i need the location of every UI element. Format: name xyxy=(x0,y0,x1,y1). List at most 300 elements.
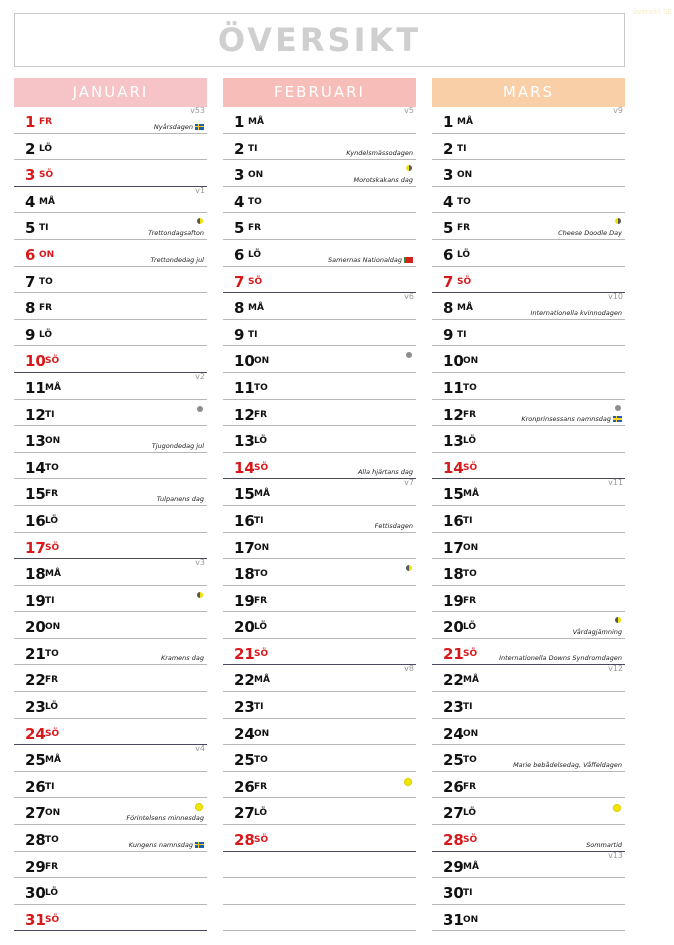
day-number: 2 xyxy=(443,139,454,158)
holiday-note xyxy=(126,814,204,822)
holiday-label: Internationella kvinnodagen xyxy=(530,308,622,317)
weekday-label: FR xyxy=(45,675,59,686)
day-row xyxy=(223,559,416,586)
weekday-label: MÅ xyxy=(45,755,61,766)
day-number: 20 xyxy=(443,618,464,637)
day-number: 16 xyxy=(443,511,464,530)
day-number: 28 xyxy=(25,831,46,850)
day-row xyxy=(223,400,416,427)
day-number: 4 xyxy=(234,192,245,211)
week-number: v10 xyxy=(608,292,623,302)
day-row xyxy=(14,665,207,692)
holiday-label: Sommartid xyxy=(586,840,622,849)
weekday-label: LÖ xyxy=(39,143,53,154)
day-row xyxy=(223,825,416,852)
day-row xyxy=(14,745,207,772)
day-number: 5 xyxy=(234,219,245,238)
day-row xyxy=(223,639,416,666)
day-row xyxy=(432,772,625,799)
weekday-label: FR xyxy=(254,409,268,420)
holiday-label: Morotskakans dag xyxy=(353,175,413,184)
day-number: 2 xyxy=(234,139,245,158)
day-row xyxy=(432,692,625,719)
day-row xyxy=(14,107,207,134)
weekday-label: FR xyxy=(39,117,53,127)
day-number: 31 xyxy=(443,910,464,929)
weekday-label: LÖ xyxy=(254,808,268,819)
day-row xyxy=(14,240,207,267)
day-number: 5 xyxy=(443,219,454,238)
holiday-label: Kramens dag xyxy=(160,654,204,663)
day-number: 2 xyxy=(25,139,36,158)
week-number: v8 xyxy=(404,664,414,674)
weekday-label: SÖ xyxy=(463,835,478,846)
day-number: 24 xyxy=(443,724,464,743)
weekday-label: SÖ xyxy=(254,462,269,473)
day-row xyxy=(223,533,416,560)
weekday-label: ON xyxy=(39,249,55,260)
weekday-label: SÖ xyxy=(45,542,60,553)
holiday-note xyxy=(346,149,413,157)
weekday-label: MÅ xyxy=(254,489,270,500)
day-number: 4 xyxy=(443,192,454,211)
weekday-label: SÖ xyxy=(254,648,269,659)
weekday-label: MÅ xyxy=(39,196,55,207)
moon-phase-full-icon xyxy=(195,803,203,811)
day-row xyxy=(14,692,207,719)
moon-phase-q1-icon xyxy=(197,592,203,598)
day-number: 9 xyxy=(443,325,454,344)
weekday-label: LÖ xyxy=(39,329,53,340)
day-number: 14 xyxy=(25,458,46,477)
holiday-label: Internationella Downs Syndromdagen xyxy=(499,654,622,663)
day-row xyxy=(432,293,625,320)
week-number: v12 xyxy=(608,664,623,674)
day-number: 6 xyxy=(443,245,454,264)
weekday-label: MÅ xyxy=(45,382,61,393)
day-row xyxy=(432,878,625,905)
day-number: 29 xyxy=(443,857,464,876)
day-number: 15 xyxy=(234,485,255,504)
day-row xyxy=(14,160,207,187)
day-row xyxy=(14,905,207,932)
week-number: v4 xyxy=(195,744,205,754)
day-row xyxy=(432,453,625,480)
day-row xyxy=(223,745,416,772)
holiday-label: Marie bebådelsedag, Våffeldagen xyxy=(513,760,622,769)
day-row xyxy=(432,213,625,240)
weekday-label: ON xyxy=(457,170,473,181)
day-row xyxy=(14,267,207,294)
weekday-label: TO xyxy=(254,755,268,766)
page-title: ÖVERSIKT xyxy=(217,21,422,59)
day-number: 3 xyxy=(234,166,245,185)
weekday-label: MÅ xyxy=(457,117,473,127)
empty-row xyxy=(223,905,416,932)
weekday-label: LÖ xyxy=(457,249,471,260)
day-number: 20 xyxy=(25,618,46,637)
weekday-label: MÅ xyxy=(463,489,479,500)
day-number: 29 xyxy=(25,857,46,876)
holiday-label: Kungens namnsdag xyxy=(128,840,193,849)
weekday-label: LÖ xyxy=(463,808,477,819)
holiday-note xyxy=(358,468,413,476)
day-row xyxy=(432,639,625,666)
weekday-label: TI xyxy=(39,223,49,234)
day-row xyxy=(14,426,207,453)
swedish-flag-icon xyxy=(195,124,204,130)
day-number: 23 xyxy=(443,698,464,717)
week-number: v53 xyxy=(190,106,205,115)
weekday-label: TO xyxy=(39,276,53,287)
weekday-label: MÅ xyxy=(457,303,473,314)
weekday-label: SÖ xyxy=(248,276,263,287)
day-row xyxy=(14,852,207,879)
day-row xyxy=(14,293,207,320)
day-number: 31 xyxy=(25,910,46,929)
weekday-label: TO xyxy=(45,462,59,473)
day-number: 11 xyxy=(25,378,46,397)
moon-phase-new-icon xyxy=(197,406,203,412)
day-number: 27 xyxy=(234,804,255,823)
day-number: 24 xyxy=(234,724,255,743)
weekday-label: ON xyxy=(248,170,264,181)
day-number: 14 xyxy=(443,458,464,477)
day-row xyxy=(14,400,207,427)
day-number: 18 xyxy=(234,565,255,584)
day-row xyxy=(223,134,416,161)
day-row xyxy=(432,745,625,772)
weekday-label: TO xyxy=(463,755,477,766)
holiday-label: Tjugondedag jul xyxy=(151,441,204,450)
day-row xyxy=(223,373,416,400)
day-row xyxy=(14,639,207,666)
weekday-label: TI xyxy=(45,595,55,606)
weekday-label: TO xyxy=(457,196,471,207)
holiday-note xyxy=(151,256,205,264)
day-row xyxy=(223,772,416,799)
day-number: 16 xyxy=(234,511,255,530)
holiday-label: Nyårsdagen xyxy=(153,122,193,131)
weekday-label: TO xyxy=(254,569,268,580)
weekday-label: LÖ xyxy=(463,436,477,447)
holiday-note xyxy=(558,229,622,237)
day-number: 1 xyxy=(25,113,36,131)
day-row xyxy=(432,240,625,267)
day-number: 5 xyxy=(25,219,36,238)
week-number: v3 xyxy=(195,558,205,568)
day-row xyxy=(223,240,416,267)
empty-row xyxy=(223,852,416,879)
holiday-label: Förintelsens minnesdag xyxy=(126,814,204,823)
holiday-label: Trettondedag jul xyxy=(150,255,204,264)
week-number: v13 xyxy=(608,850,623,860)
day-number: 24 xyxy=(25,724,46,743)
day-row xyxy=(14,559,207,586)
day-number: 17 xyxy=(234,538,255,557)
day-number: 6 xyxy=(234,245,245,264)
day-number: 30 xyxy=(25,884,46,903)
weekday-label: LÖ xyxy=(463,622,477,633)
day-number: 25 xyxy=(234,751,255,770)
day-number: 1 xyxy=(443,113,454,131)
weekday-label: FR xyxy=(463,595,477,606)
weekday-label: TO xyxy=(254,382,268,393)
weekday-label: LÖ xyxy=(45,515,59,526)
day-number: 21 xyxy=(234,644,255,663)
weekday-label: LÖ xyxy=(45,702,59,713)
weekday-label: TI xyxy=(463,888,473,899)
day-row xyxy=(223,107,416,134)
day-number: 10 xyxy=(234,352,255,371)
weekday-label: SÖ xyxy=(463,462,478,473)
holiday-label: Kyndelsmässodagen xyxy=(346,149,413,158)
weekday-label: LÖ xyxy=(254,622,268,633)
day-row xyxy=(14,453,207,480)
swedish-flag-icon xyxy=(195,842,204,848)
weekday-label: TO xyxy=(45,648,59,659)
day-row xyxy=(223,187,416,214)
moon-phase-q1-icon xyxy=(197,218,203,224)
month-header: MARS xyxy=(432,78,625,107)
weekday-label: ON xyxy=(463,914,479,925)
weekday-label: ON xyxy=(254,356,270,367)
day-row xyxy=(432,665,625,692)
moon-phase-full-icon xyxy=(613,804,621,812)
day-number: 22 xyxy=(25,671,46,690)
day-number: 22 xyxy=(234,671,255,690)
holiday-note xyxy=(521,415,622,423)
weekday-label: TI xyxy=(248,329,258,340)
weekday-label: TI xyxy=(254,515,264,526)
holiday-label: Kronprinsessans namnsdag xyxy=(521,415,611,424)
weekday-label: TO xyxy=(463,382,477,393)
sami-flag-icon xyxy=(404,257,413,263)
week-number: v5 xyxy=(404,106,414,115)
day-number: 21 xyxy=(25,644,46,663)
holiday-label: Alla hjärtans dag xyxy=(357,468,413,477)
day-row xyxy=(432,559,625,586)
day-row xyxy=(223,692,416,719)
holiday-label: Vårdagjämning xyxy=(572,627,622,636)
day-number: 13 xyxy=(234,432,255,451)
day-number: 14 xyxy=(234,458,255,477)
weekday-label: FR xyxy=(463,409,477,420)
day-number: 23 xyxy=(234,698,255,717)
weekday-label: FR xyxy=(254,781,268,792)
weekday-label: SÖ xyxy=(45,356,60,367)
day-row xyxy=(223,426,416,453)
week-number: v9 xyxy=(613,106,623,115)
holiday-note xyxy=(531,309,622,317)
weekday-label: SÖ xyxy=(463,648,478,659)
empty-row xyxy=(223,878,416,905)
holiday-label: Samernas Nationaldag xyxy=(328,255,402,264)
day-number: 3 xyxy=(25,166,36,185)
day-row xyxy=(223,160,416,187)
day-row xyxy=(432,346,625,373)
weekday-label: MÅ xyxy=(463,861,479,872)
day-row xyxy=(432,719,625,746)
day-row xyxy=(14,825,207,852)
weekday-label: ON xyxy=(463,356,479,367)
day-row xyxy=(14,772,207,799)
day-row xyxy=(223,293,416,320)
day-row xyxy=(432,160,625,187)
weekday-label: LÖ xyxy=(45,888,59,899)
weekday-label: ON xyxy=(254,542,270,553)
swedish-flag-icon xyxy=(613,416,622,422)
day-number: 22 xyxy=(443,671,464,690)
day-number: 13 xyxy=(443,432,464,451)
weekday-label: TI xyxy=(463,515,473,526)
weekday-label: SÖ xyxy=(254,835,269,846)
weekday-label: TI xyxy=(248,143,258,154)
weekday-label: TI xyxy=(45,781,55,792)
holiday-note xyxy=(148,229,204,237)
holiday-label: Fettisdagen xyxy=(374,521,413,530)
holiday-note xyxy=(375,522,413,530)
weekday-label: TO xyxy=(248,196,262,207)
day-number: 7 xyxy=(234,272,245,291)
holiday-note xyxy=(354,176,413,184)
day-number: 26 xyxy=(234,777,255,796)
holiday-label: Cheese Doodle Day xyxy=(558,228,622,237)
day-row xyxy=(432,479,625,506)
day-row xyxy=(432,798,625,825)
day-number: 25 xyxy=(25,751,46,770)
moon-phase-q3-icon xyxy=(406,165,412,171)
day-number: 12 xyxy=(443,405,464,424)
day-number: 18 xyxy=(443,565,464,584)
day-row xyxy=(14,533,207,560)
day-number: 3 xyxy=(443,166,454,185)
day-number: 15 xyxy=(443,485,464,504)
day-row xyxy=(223,665,416,692)
weekday-label: LÖ xyxy=(248,249,262,260)
weekday-label: MÅ xyxy=(254,675,270,686)
day-row xyxy=(223,612,416,639)
day-row xyxy=(432,533,625,560)
day-row xyxy=(223,213,416,240)
day-number: 21 xyxy=(443,644,464,663)
weekday-label: SÖ xyxy=(45,914,60,925)
day-number: 8 xyxy=(25,299,36,318)
day-row xyxy=(14,320,207,347)
day-number: 26 xyxy=(25,777,46,796)
day-row xyxy=(223,719,416,746)
day-row xyxy=(432,825,625,852)
day-row xyxy=(432,107,625,134)
day-number: 16 xyxy=(25,511,46,530)
weekday-label: ON xyxy=(463,542,479,553)
day-number: 10 xyxy=(25,352,46,371)
moon-phase-q3-icon xyxy=(615,218,621,224)
holiday-note xyxy=(157,495,204,503)
day-row xyxy=(432,852,625,879)
day-row xyxy=(223,267,416,294)
day-row xyxy=(14,719,207,746)
day-row xyxy=(223,506,416,533)
day-number: 28 xyxy=(443,831,464,850)
day-row xyxy=(432,612,625,639)
weekday-label: TO xyxy=(45,835,59,846)
month-header: FEBRUARI xyxy=(223,78,416,107)
weekday-label: MÅ xyxy=(45,569,61,580)
day-number: 7 xyxy=(25,272,36,291)
weekday-label: TI xyxy=(457,329,467,340)
day-row xyxy=(14,373,207,400)
day-number: 18 xyxy=(25,565,46,584)
day-number: 15 xyxy=(25,485,46,504)
weekday-label: ON xyxy=(463,728,479,739)
weekday-label: FR xyxy=(45,489,59,500)
month-column-mars xyxy=(432,78,625,931)
day-row xyxy=(432,267,625,294)
month-column-januari xyxy=(14,78,207,931)
day-row xyxy=(432,320,625,347)
day-number: 9 xyxy=(234,325,245,344)
day-row xyxy=(223,586,416,613)
weekday-label: MÅ xyxy=(248,303,264,314)
day-row xyxy=(432,586,625,613)
holiday-note xyxy=(499,654,622,662)
holiday-note xyxy=(161,654,204,662)
holiday-note xyxy=(154,123,204,131)
weekday-label: MÅ xyxy=(463,675,479,686)
day-number: 23 xyxy=(25,698,46,717)
day-number: 4 xyxy=(25,192,36,211)
day-row xyxy=(432,373,625,400)
day-row xyxy=(432,400,625,427)
weekday-label: SÖ xyxy=(457,276,472,287)
day-row xyxy=(14,134,207,161)
weekday-label: SÖ xyxy=(39,170,54,181)
day-row xyxy=(14,346,207,373)
day-number: 11 xyxy=(234,378,255,397)
weekday-label: ON xyxy=(45,436,61,447)
holiday-note xyxy=(586,841,622,849)
weekday-label: ON xyxy=(254,728,270,739)
weekday-label: FR xyxy=(457,223,471,234)
day-row xyxy=(223,453,416,480)
day-number: 7 xyxy=(443,272,454,291)
day-number: 25 xyxy=(443,751,464,770)
moon-phase-q1-icon xyxy=(615,617,621,623)
weekday-label: ON xyxy=(45,622,61,633)
day-number: 30 xyxy=(443,884,464,903)
day-number: 17 xyxy=(443,538,464,557)
week-number: v7 xyxy=(404,478,414,488)
day-row xyxy=(14,479,207,506)
moon-phase-full-icon xyxy=(404,778,412,786)
day-number: 8 xyxy=(234,299,245,318)
day-number: 8 xyxy=(443,299,454,318)
day-number: 28 xyxy=(234,831,255,850)
day-number: 20 xyxy=(234,618,255,637)
day-number: 11 xyxy=(443,378,464,397)
day-number: 12 xyxy=(25,405,46,424)
weekday-label: ON xyxy=(45,808,61,819)
holiday-note xyxy=(152,442,204,450)
weekday-label: LÖ xyxy=(254,436,268,447)
day-number: 12 xyxy=(234,405,255,424)
day-number: 19 xyxy=(234,591,255,610)
day-row xyxy=(432,506,625,533)
day-number: 13 xyxy=(25,432,46,451)
week-number: v2 xyxy=(195,371,205,381)
moon-phase-new-icon xyxy=(406,352,412,358)
